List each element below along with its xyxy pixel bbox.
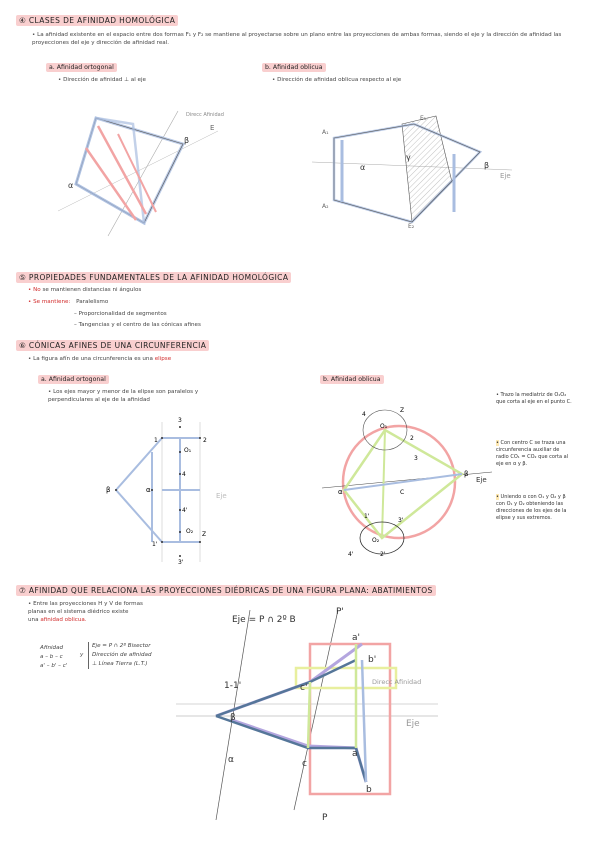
fig4-p2-label: 2 (410, 435, 414, 442)
s7-text-line-2: planas en el sistema diédrico existe (28, 609, 129, 615)
subsection-6b-title: b. Afinidad oblicua (320, 376, 384, 383)
fig2-a2-label: A₂ (322, 203, 329, 210)
s6-note-1: • Trazo la mediatriz de O₁O₂ que corta al eje en el punto C. (496, 392, 572, 405)
fig4-alpha-label: α (338, 488, 343, 496)
fig1-dir-label: Direcc Afinidad (186, 112, 224, 118)
s5-item-1: – Proporcionalidad de segmentos (74, 311, 167, 317)
fig5-dir-label: Direcc Afinidad (372, 678, 422, 686)
fig5-eje-title: Eje = P ∩ 2º B (232, 615, 296, 625)
fig3-beta-label: β (106, 486, 111, 494)
fig4-o2-label: O₂ (372, 537, 380, 544)
fig3-eje-label: Eje (216, 492, 227, 500)
section-4-intro: • La afinidad existente en el espacio entre dos formas F₁ y F₂ se mantiene al proyectarse sobre un plano entre las proyecciones de ambas formas, siendo el eje y la dirección de afinidad las proyecciones del eje y dirección de afinidad real. (32, 32, 562, 46)
fig5-eje-label: Eje (406, 719, 420, 729)
figure-orthogonal-affinity (38, 96, 230, 242)
fig3-p1b-label: 1' (152, 541, 158, 548)
fig5-aprime-label: a' (352, 633, 360, 643)
figure-ellipse-orthogonal (92, 412, 242, 568)
fig4-eje-label: Eje (476, 476, 487, 484)
fig2-e2-label: E₂ (408, 223, 415, 230)
fig2-gamma-label: γ (406, 153, 411, 162)
fig2-e1-label: E₁ (420, 115, 427, 122)
s6-note-1-text: Trazo la mediatriz de O₁O₂ que corta al eje en el punto C. (496, 392, 572, 405)
section-6-title: ⑥ CÓNICAS AFINES DE UNA CIRCUNFERENCIA (16, 341, 209, 350)
formula-left-0: Afinidad (40, 645, 64, 651)
fig4-z-label: Z (400, 407, 405, 414)
s7-text-line-3 (28, 616, 178, 624)
s5-item-0: Paralelismo (76, 299, 109, 305)
s7-text-line-1: • Entre las proyecciones H y V de formas (28, 601, 143, 607)
fig4-p2b-label: 2' (380, 551, 386, 558)
s6-intro (28, 355, 171, 363)
fig3-p4b-label: 4' (182, 507, 188, 514)
s5-item-2: – Tangencias y el centro de las cónicas afines (74, 322, 201, 328)
fig3-p3b-label: 3' (178, 559, 184, 566)
fig4-beta-label: β (464, 470, 469, 478)
fig3-alpha-label: α (146, 486, 151, 494)
fig4-c-label: C (400, 489, 405, 496)
s5-no-label: • No (28, 287, 41, 293)
fig3-z-label: Z (202, 531, 207, 538)
fig5-cprime-label: c' (300, 683, 308, 693)
fig2-alpha-label: α (360, 163, 366, 172)
section-5-title: ⑤ PROPIEDADES FUNDAMENTALES DE LA AFINIDAD HOMOLÓGICA (16, 273, 291, 282)
s5-si-line (28, 298, 108, 306)
fig4-p4b-label: 4' (348, 551, 354, 558)
figure-dihedral-affinity (176, 600, 438, 826)
fig4-p4-label: 4 (362, 411, 366, 418)
s5-no-text: se mantienen distancias ni ángulos (42, 287, 142, 293)
formula-right-0: Eje = P ∩ 2º Bisector (92, 643, 151, 649)
fig5-b-label: b (366, 785, 372, 795)
fig2-eje-label: Eje (500, 172, 511, 180)
fig3-p3-label: 3 (178, 417, 182, 424)
s7-text-line-3-prefix: una (28, 617, 39, 623)
formula-y: y (80, 652, 84, 658)
s6-intro-text: • La figura afín de una circunferencia es una (28, 356, 153, 362)
subsection-4b-text: • Dirección de afinidad oblicua respecto al eje (272, 77, 402, 83)
fig5-beta-label: β (230, 713, 236, 723)
fig1-beta-label: β (184, 136, 190, 145)
fig1-alpha-label: α (68, 181, 74, 190)
fig5-a-label: a (352, 749, 358, 759)
fig2-a1-label: A₁ (322, 129, 329, 136)
fig3-o1-label: O₁ (184, 447, 192, 454)
fig5-alpha-label: α (228, 755, 234, 765)
subsection-4a-text: • Dirección de afinidad ⊥ al eje (58, 77, 146, 83)
fig5-bprime-label: b' (368, 655, 377, 665)
fig5-c-label: c (302, 759, 307, 769)
fig3-p4-label: 4 (182, 471, 186, 478)
fig5-pprime-label: P' (336, 607, 344, 617)
fig5-p-label: P (322, 813, 328, 823)
fig3-o2-label: O₂ (186, 528, 194, 535)
s7-text-highlight: afinidad oblicua. (40, 617, 87, 623)
s5-si-label: • Se mantiene: (28, 299, 71, 305)
s5-no-line (28, 286, 141, 294)
subsection-6a-title: a. Afinidad ortogonal (38, 376, 109, 383)
fig2-beta-label: β (484, 161, 490, 170)
fig4-p3b-label: 3' (398, 517, 404, 524)
subsection-6a-text: • Los ejes mayor y menor de la elipse son paralelos y perpendiculares al eje de la afinidad (48, 389, 199, 403)
figure-ellipse-oblique (322, 400, 492, 562)
subsection-4b-title: b. Afinidad oblicua (262, 64, 326, 71)
figure-oblique-affinity (312, 104, 520, 238)
s6-note-2-text: Con centro C se traza una circunferencia auxiliar de radio CO₁ = CO₂ que corta al eje en α y β. (496, 440, 569, 467)
s6-note-2: • Con centro C se traza una circunferencia auxiliar de radio CO₁ = CO₂ que corta al eje en α y β. (496, 440, 569, 467)
formula-right-2: ⊥ Línea Tierra (L.T.) (92, 661, 148, 667)
s6-note-3-text: Uniendo α con O₁ y O₂ y β con O₁ y O₂ obteniendo las direcciones de los ejes de la elipse y sus extremos. (496, 494, 567, 521)
fig4-p1b-label: 1' (364, 513, 370, 520)
fig3-p1-label: 1 (154, 437, 158, 444)
fig5-one-label: 1-1' (224, 681, 242, 691)
s6-note-3: • Uniendo α con O₁ y O₂ y β con O₁ y O₂ obteniendo las direcciones de los ejes de la elipse y sus extremos. (496, 494, 567, 521)
fig4-o1-label: O₁ (380, 423, 388, 430)
fig1-e-label: E (210, 124, 215, 132)
formula-left-1: a – b – c (40, 654, 63, 660)
s7-text (28, 600, 178, 624)
formula-left-2: a' – b' – c' (40, 663, 68, 669)
fig3-p2-label: 2 (203, 437, 207, 444)
section-4-title: ④ CLASES DE AFINIDAD HOMOLÓGICA (16, 16, 178, 25)
subsection-4a-title: a. Afinidad ortogonal (46, 64, 117, 71)
section-7-title: ⑦ AFINIDAD QUE RELACIONA LAS PROYECCIONES DIÉDRICAS DE UNA FIGURA PLANA: ABATIMIENTOS (16, 586, 436, 595)
s6-intro-highlight: elipse (154, 356, 172, 362)
formula-right-1: Dirección de afinidad (92, 652, 152, 658)
fig4-p3-label: 3 (414, 455, 418, 462)
